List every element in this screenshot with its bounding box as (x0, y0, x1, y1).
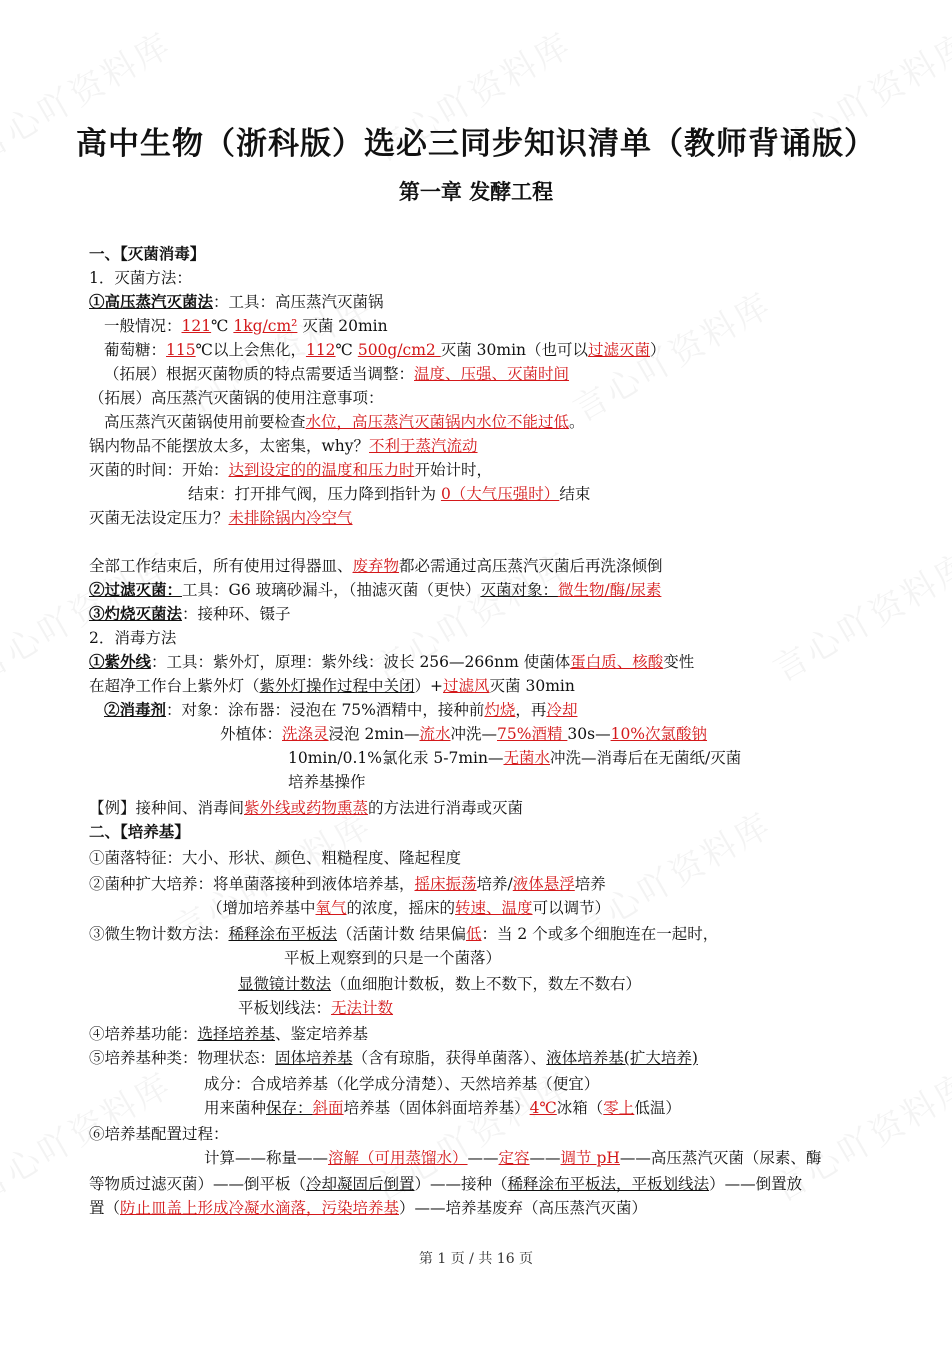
text-segment: ）——培养基废弃（高压蒸汽灭菌） (399, 1199, 648, 1217)
text-segment: 成分：合成培养基（化学成分清楚）、天然培养基（便宜） (204, 1075, 600, 1093)
line-oxygen (207, 898, 610, 918)
text-segment: 用来菌种 (204, 1099, 267, 1117)
text-segment: 外植体： (220, 725, 283, 743)
text-segment: 液体培养基(扩大培养) (546, 1049, 698, 1067)
key-answer-text: 112 (305, 341, 336, 359)
text-segment: （血细胞计数板，数上不数下，数左不数右） (331, 975, 642, 993)
text-segment: 、鉴定培养基 (275, 1025, 369, 1043)
key-answer-text: 75%酒精 (497, 725, 568, 743)
key-answer-text: 过滤灭菌 (588, 341, 651, 359)
section-2-heading (89, 822, 190, 842)
text-segment: ③微生物计数方法： (89, 925, 229, 943)
line-one-colony (284, 948, 501, 968)
text-segment: ：工具：高压蒸汽灭菌锅 (213, 293, 384, 311)
line-not-crowded (89, 436, 478, 456)
text-segment: ：当 2 个或多个细胞连在一起时， (481, 925, 719, 943)
text-segment: ：对象：涂布器：浸泡在 75%酒精中，接种前 (166, 701, 485, 719)
watermark-text (763, 538, 952, 691)
text-segment: 灭菌对象： (480, 581, 558, 599)
text-segment: ②菌种扩大培养：将单菌落接种到液体培养基， (89, 875, 415, 893)
text-segment: 平板划线法： (238, 999, 332, 1017)
line-time-end (188, 484, 590, 504)
line-example (89, 798, 523, 818)
text-segment: 低温） (634, 1099, 681, 1117)
line-counting (89, 924, 718, 944)
text-segment: 1．灭菌方法： (89, 269, 192, 287)
text-segment: 灭菌 30min (489, 677, 575, 695)
text-segment: ）+ (414, 677, 444, 695)
text-segment: 开始计时， (414, 461, 493, 479)
key-answer-text: 溶解（可用蒸馏水） (328, 1149, 468, 1167)
text-segment: （拓展）高压蒸汽灭菌锅的使用注意事项： (89, 389, 384, 407)
text-segment: 培养 (574, 875, 606, 893)
text-segment: 一般情况： (104, 317, 182, 335)
text-segment: ②过滤灭菌： (89, 580, 183, 599)
line-after-work (89, 556, 663, 576)
text-segment: 冰箱（ (556, 1099, 604, 1117)
text-segment: （拓展）根据灭菌物质的特点需要适当调整： (104, 365, 415, 383)
text-segment: ①紫外线 (89, 652, 152, 671)
text-segment: 一、【灭菌消毒】 (89, 245, 206, 263)
key-answer-text: 121 (181, 317, 212, 335)
text-segment: 灭菌 30min（也可以 (440, 341, 589, 359)
text-segment: ——高压蒸汽灭菌（尿素、酶 (619, 1149, 822, 1167)
key-answer-text: 500g/cm2 (357, 341, 441, 359)
text-segment: ： (297, 1099, 313, 1117)
text-segment: （活菌计数 结果偏 (337, 925, 466, 943)
text-segment: 高压蒸汽灭菌锅使用前要检查 (104, 413, 306, 431)
document-title: 高中生物（浙科版）选必三同步知识清单（教师背诵版） (76, 126, 876, 162)
text-segment: 灭菌无法设定压力？ (89, 509, 229, 527)
text-segment: —— (467, 1149, 499, 1167)
text-segment: ）——接种（ (414, 1175, 508, 1193)
text-segment: 锅内物品不能摆放太多，太密集，why？ (89, 437, 370, 455)
line-medium-op (288, 772, 366, 792)
line-mercury (288, 748, 741, 768)
line-types (89, 1048, 698, 1068)
text-segment: 葡萄糖： (104, 341, 167, 359)
text-segment: 培养/ (476, 875, 513, 893)
key-answer-text: 未排除锅内冷空气 (228, 509, 353, 527)
text-segment: ②消毒剂 (104, 700, 167, 719)
line-disinfectant (104, 700, 577, 720)
text-segment: ④培养基功能： (89, 1025, 198, 1043)
line-filtration (89, 580, 661, 600)
text-segment: 保存 (266, 1099, 298, 1117)
text-segment: 的浓度，摇床的 (346, 899, 456, 917)
chapter-title: 第一章 发酵工程 (398, 179, 554, 204)
text-segment: 在超净工作台上紫外灯（ (89, 677, 260, 695)
key-answer-text: 斜面 (312, 1099, 344, 1117)
text-segment: 灭菌的时间：开始： (89, 461, 229, 479)
text-segment: 冷却凝固后倒置 (306, 1175, 415, 1193)
key-answer-text: 0（大气压强时） (440, 485, 560, 503)
text-segment: ，再 (515, 701, 547, 719)
text-segment: ③灼烧灭菌法 (89, 604, 183, 623)
text-segment: 计算——称量—— (204, 1149, 329, 1167)
text-segment: ℃ (211, 317, 234, 335)
text-segment: 显微镜计数法 (238, 975, 332, 993)
text-segment: 灭菌 20min (297, 317, 388, 335)
key-answer-text: 低 (465, 925, 482, 943)
text-segment: ℃ (335, 341, 358, 359)
text-segment: 紫外灯操作过程中关闭 (259, 677, 415, 695)
key-answer-text: 摇床振荡 (414, 875, 477, 893)
key-answer-text: 不利于蒸汽流动 (369, 437, 478, 455)
key-answer-text: 115 (166, 341, 196, 359)
key-answer-text: 冷却 (546, 701, 578, 719)
key-answer-text: 定容 (498, 1149, 530, 1167)
line-disinfection (89, 628, 176, 648)
key-answer-text: 蛋白质、核酸 (570, 653, 664, 671)
text-segment: 结束：打开排气阀，压力降到指针为 (188, 485, 441, 503)
line-storage (204, 1098, 681, 1118)
key-answer-text: 洗涤灵 (282, 725, 329, 743)
key-answer-text: 无菌水 (503, 749, 551, 767)
line-time-start (89, 460, 492, 480)
line-extension-1 (104, 364, 569, 384)
section-1-heading (89, 244, 205, 264)
text-segment: —— (529, 1149, 561, 1167)
key-answer-text: 氧气 (315, 899, 347, 917)
key-answer-text: 水位，高压蒸汽灭菌锅内水位不能过低 (305, 413, 570, 431)
line-colony (89, 848, 461, 868)
text-segment: （含有琼脂，获得单菌落）、 (352, 1049, 547, 1067)
line-burning (89, 604, 291, 624)
text-segment: 10min/0.1%氯化汞 5-7min— (288, 749, 504, 767)
key-answer-text: 转速、温度 (455, 899, 533, 917)
key-answer-text: 零上 (603, 1099, 635, 1117)
line-steps-1 (204, 1148, 821, 1168)
key-answer-text: 1kg/cm² (233, 317, 298, 335)
text-segment: 结束 (559, 485, 591, 503)
key-answer-text: 流水 (419, 725, 451, 743)
text-segment: 30s— (567, 725, 611, 743)
text-segment: 冲洗— (450, 725, 497, 743)
text-segment: ①高压蒸汽灭菌法 (89, 292, 214, 311)
line-preparation (89, 1124, 229, 1144)
text-segment: 培养基（固体斜面培养基） (343, 1099, 530, 1117)
line-extension-2 (89, 388, 384, 408)
page-footer: 第 1 页 / 共 16 页 (418, 1251, 534, 1267)
text-segment: 稀释涂布平板法 (228, 925, 338, 943)
line-autoclave (89, 292, 384, 312)
line-water-level (104, 412, 585, 432)
key-answer-text: 调节 pH (560, 1149, 620, 1167)
text-segment: 置（ (89, 1199, 121, 1217)
key-answer-text: 达到设定的的温度和压力时 (228, 461, 415, 479)
text-segment: ⑥培养基配置过程： (89, 1125, 229, 1143)
key-answer-text: 无法计数 (331, 999, 394, 1017)
line-sterilization-methods (89, 268, 192, 288)
text-segment: ：接种环、镊子 (182, 605, 291, 623)
key-answer-text: 防止皿盖上形成冷凝水滴落，污染培养基 (120, 1199, 400, 1217)
text-segment: 工具：G6 玻璃砂漏斗，（抽滤灭菌（更快） (182, 581, 481, 599)
line-composition (204, 1074, 599, 1094)
line-uv (89, 652, 694, 672)
text-segment: 固体培养基 (275, 1049, 353, 1067)
key-answer-text: 液体悬浮 (512, 875, 575, 893)
text-segment: 二、【培养基】 (89, 823, 190, 841)
key-answer-text: 灼烧 (484, 701, 516, 719)
key-answer-text: 10%次氯酸钠 (610, 725, 708, 743)
key-answer-text: 温度、压强、灭菌时间 (414, 365, 570, 383)
line-glucose (104, 340, 666, 360)
line-expansion (89, 874, 606, 894)
line-pressure (89, 508, 353, 528)
key-answer-text: 废弃物 (352, 557, 400, 575)
line-steps-2 (89, 1174, 802, 1194)
text-segment: ） (650, 341, 666, 359)
text-segment: 培养基操作 (288, 773, 366, 791)
text-segment: 变性 (663, 653, 695, 671)
key-answer-text: 过滤风 (443, 677, 490, 695)
line-general (104, 316, 388, 336)
text-segment: 冲洗—消毒后在无菌纸/灭菌 (550, 749, 742, 767)
text-segment: 。 (569, 413, 585, 431)
text-segment: 稀释涂布平板法，平板划线法 (507, 1175, 710, 1193)
text-segment: 2．消毒方法 (89, 629, 177, 647)
line-streak (238, 998, 393, 1018)
text-segment: 选择培养基 (197, 1025, 276, 1043)
text-segment: ①菌落特征：大小、形状、颜色、粗糙程度、隆起程度 (89, 849, 462, 867)
text-segment: 等物质过滤灭菌）——倒平板（ (89, 1175, 307, 1193)
line-steps-3 (89, 1198, 647, 1218)
text-segment: ）——倒置放 (709, 1175, 803, 1193)
text-segment: 浸泡 2min— (328, 725, 420, 743)
text-segment: ℃以上会焦化， (195, 341, 306, 359)
text-segment: 的方法进行消毒或灭菌 (368, 799, 524, 817)
key-answer-text: 微生物/酶/尿素 (557, 581, 662, 599)
line-clean-bench (89, 676, 575, 696)
text-segment: 平板上观察到的只是一个菌落） (284, 949, 502, 967)
text-segment: ：工具：紫外灯，原理：紫外线：波长 256—266nm 使菌体 (151, 653, 571, 671)
key-answer-text: 4℃ (529, 1099, 557, 1117)
line-microscope (238, 974, 641, 994)
line-function (89, 1024, 368, 1044)
text-segment: 【例】接种间、消毒间 (89, 799, 245, 817)
text-segment: 全部工作结束后，所有使用过得器皿、 (89, 557, 353, 575)
key-answer-text: 紫外线或药物熏蒸 (244, 799, 369, 817)
line-explant (220, 724, 707, 744)
text-segment: 都必需通过高压蒸汽灭菌后再洗涤倾倒 (399, 557, 663, 575)
text-segment: ⑤培养基种类：物理状态： (89, 1049, 276, 1067)
text-segment: （增加培养基中 (207, 899, 316, 917)
text-segment: 可以调节） (532, 899, 611, 917)
